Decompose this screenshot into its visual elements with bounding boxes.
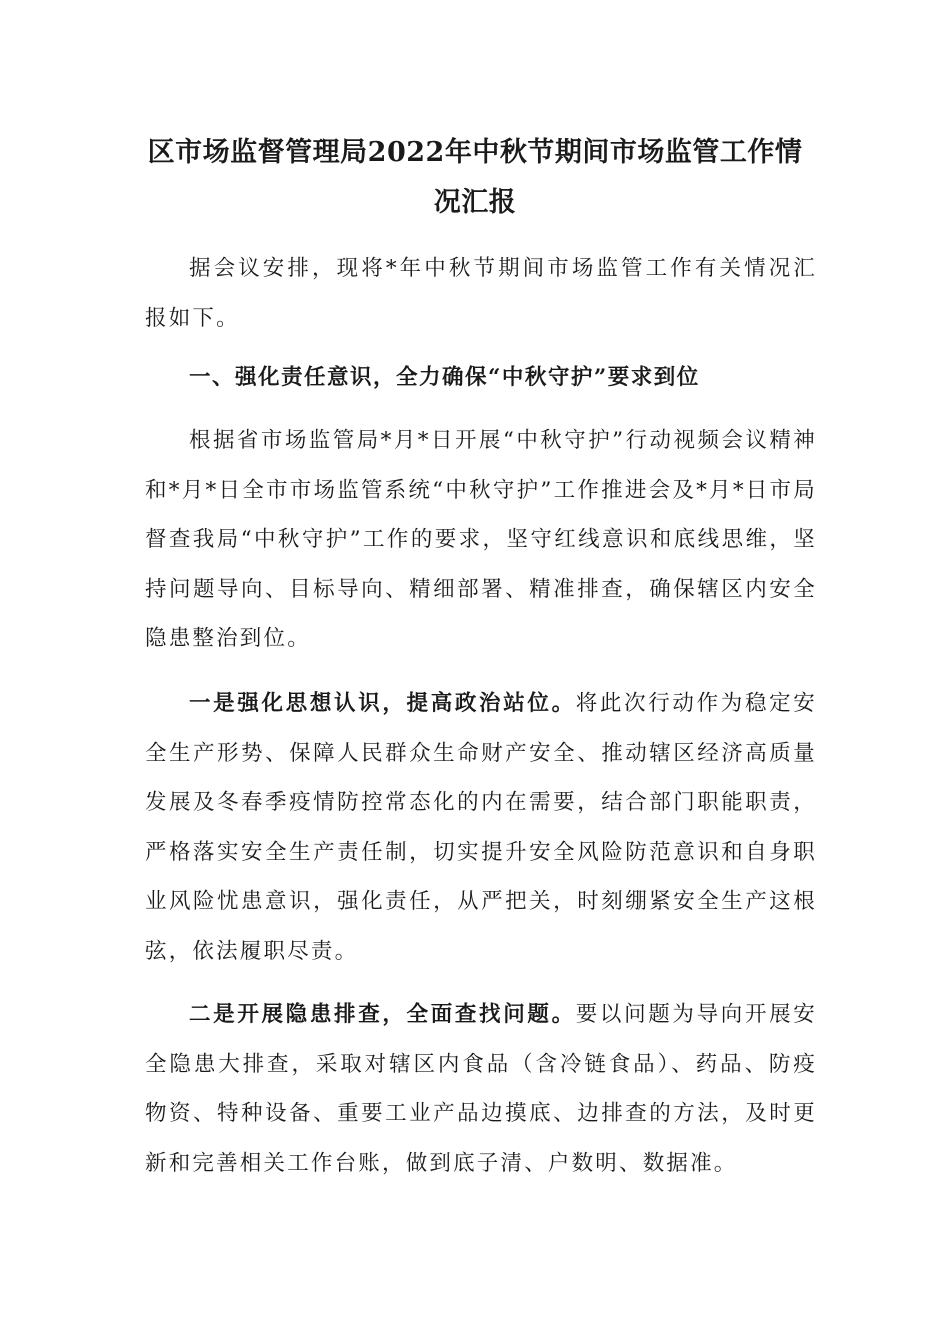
point-2-body: 要以问题为导向开展安全隐患大排查，采取对辖区内食品（含冷链食品）、药品、防疫物资、特种设备、重要工业产品边摸底、边排查的方法，及时更新和完善相关工作台账，做到底子清、户数明、数据准。 xyxy=(145,1002,817,1176)
document-title: 区市场监督管理局2022年中秋节期间市场监管工作情况汇报 xyxy=(147,137,803,218)
intro-paragraph: 据会议安排，现将*年中秋节期间市场监管工作有关情况汇报如下。 xyxy=(145,256,817,331)
section-1-paragraph: 根据省市场监管局*月*日开展“中秋守护”行动视频会议精神和*月*日全市市场监管系统“中秋守护”工作推进会及*月*日市局督查我局“中秋守护”工作的要求，坚守红线意识和底线思维，坚持问题导向、目标导向、精细部署、精准排查，确保辖区内安全隐患整治到位。 xyxy=(145,428,817,651)
point-2-paragraph xyxy=(145,990,817,1188)
point-1-lead: 一是强化思想认识，提高政治站位。 xyxy=(189,691,576,716)
section-1-heading: 一、强化责任意识，全力确保“中秋守护”要求到位 xyxy=(189,365,700,390)
point-2-lead: 二是开展隐患排查，全面查找问题。 xyxy=(189,1002,576,1027)
point-1-body: 将此次行动作为稳定安全生产形势、保障人民群众生命财产安全、推动辖区经济高质量发展及冬春季疫情防控常态化的内在需要，结合部门职能职责，严格落实安全生产责任制，切实提升安全风险防范意识和自身职业风险忧患意识，强化责任，从严把关，时刻绷紧安全生产这根弦，依法履职尽责。 xyxy=(145,691,817,964)
point-1-paragraph xyxy=(145,679,817,976)
